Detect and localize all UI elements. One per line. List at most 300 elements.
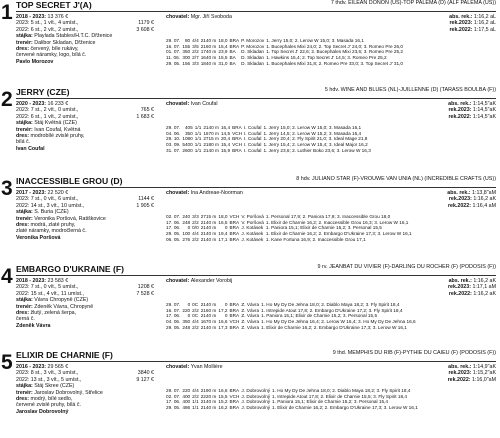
season-2023-money: 1179 € xyxy=(138,20,154,27)
track: BRA xyxy=(229,219,240,225)
record-2023-value: 1:16,2 aK xyxy=(473,196,496,203)
distance: 1670 m xyxy=(203,130,219,136)
placing: 4/4 xyxy=(192,231,199,237)
owner-value: Alexander Vorobij xyxy=(190,278,233,284)
distance: 2140 m xyxy=(203,125,219,130)
time: 16,5 xyxy=(218,219,228,225)
driver: J. Kotásek xyxy=(241,225,264,231)
date: 01. 07. xyxy=(166,49,181,55)
driver: J. Kotásek xyxy=(241,231,264,237)
driver: V. Poršová xyxy=(241,219,264,225)
season-2022-money: 3 608 € xyxy=(136,26,154,33)
date: 29. 05. xyxy=(166,60,181,66)
horse-info xyxy=(16,101,164,152)
start-number: 2 xyxy=(1,88,13,111)
results: 1. Intrepide Atout 17,8; 2. Elixir de Charnie 15,5; 3. Fly Spirit 18,4 xyxy=(272,393,408,399)
pedigree: 7 thdv. EILEAN DONON (US)-TOP PALEMA (D) (ALF PALEMA (US)) xyxy=(330,0,496,6)
track: BA xyxy=(229,49,236,55)
prize: 276 xyxy=(182,236,191,242)
time: 15,5 xyxy=(218,393,228,399)
season-2023-text: 2023: 7 st., 0 vít., 6 umíst., xyxy=(16,196,79,203)
results: 1. Jerry 15,4; 2. Lerow W 15,4; 3. Ideal Major 16,2 xyxy=(263,142,368,148)
time: 31,0 xyxy=(218,60,228,66)
driver: I. Coufal xyxy=(243,142,262,148)
distance: 1640 m xyxy=(200,55,217,61)
date: 04. 06. xyxy=(166,130,181,136)
results: 1. Ho My Dy De Jehna 18,0; 2. Diablo Maya 18,2; 3. Fly Spirit 18,4 xyxy=(261,302,400,307)
placing: 4/4 xyxy=(192,388,199,393)
track: BRA xyxy=(232,125,242,130)
colors-cont: zlaté náramky, modročlerná č. xyxy=(16,228,87,235)
horse-entry xyxy=(0,0,500,86)
trainer-label: trenér: xyxy=(16,303,35,310)
time: 0 xyxy=(224,225,228,231)
prize: 220 xyxy=(182,307,191,313)
prize: 405 xyxy=(184,125,193,130)
prize: 155 xyxy=(182,43,191,49)
pedigree: 5 hdv. WINE AND BLUES (NL)-JUILLENNE (D) (TARASS BOULBA (F)) xyxy=(324,87,496,93)
colors-cont: červené zvislé pruhy, bílá č. xyxy=(16,402,81,409)
results: 1. Elixir de Charnie 16,2; 2. Embargo D'Ukraine 17,3; 3. Lerow W 16,1 xyxy=(261,324,407,330)
owner-label: chovatel: xyxy=(166,278,191,284)
season-2022-money: 9 127 € xyxy=(136,376,154,383)
time: 15,9 xyxy=(220,147,231,153)
season-2022 xyxy=(16,27,164,33)
time: 16,6 xyxy=(218,388,228,393)
start-number: 5 xyxy=(1,351,13,374)
date: 04. 06. xyxy=(166,319,181,325)
date: 03. 09. xyxy=(166,142,181,148)
divider xyxy=(16,11,496,12)
stable-label: stájka: xyxy=(16,120,35,127)
career-money: 29 565 € xyxy=(46,364,69,370)
race-history xyxy=(166,388,420,411)
results: 1. Elixir de Charnie 16,2; 2. Inaccessible Grou 16,3; 3. Lerow W 16,1 xyxy=(265,219,409,225)
record-2022-label: rek.2022: xyxy=(447,376,473,383)
owner xyxy=(166,14,232,20)
record-2023-value: 1:14,5"aK xyxy=(472,107,496,114)
prize: 240 xyxy=(182,214,191,219)
driver: Z. Vávra xyxy=(241,307,260,313)
owner-value: Ivan Coufal xyxy=(190,101,218,107)
driver: D. Skladan xyxy=(241,55,265,61)
results: 1. Paniora 15,1; Elixir de Charnie 15,2; 3. Personal 15,5 xyxy=(261,313,378,319)
placing: 3/3 xyxy=(192,214,199,219)
season-2022-text: 2022: 13 st., 3 vít., 5 umíst., xyxy=(16,376,82,383)
stable-label: stájka: xyxy=(16,297,35,304)
driver: Z. Vávra xyxy=(241,319,260,325)
driver: I. Coufal xyxy=(243,147,262,153)
career-years: 2018 - 2023: xyxy=(16,14,47,20)
distance: 2140 m xyxy=(200,225,217,231)
date: 29. 10. xyxy=(166,136,181,142)
season-2022-text: 2022: 15 st., 4 vít., 11 umíst., xyxy=(16,290,84,297)
stable-label: stájka: xyxy=(16,209,35,216)
driver: J. Kotásek xyxy=(241,236,264,242)
time: 17,2 xyxy=(218,307,228,313)
season-2023-money: 765 € xyxy=(140,107,154,114)
distance: 2140 m xyxy=(200,219,217,225)
distance: 2220 m xyxy=(200,393,217,399)
distance: 2160 m xyxy=(200,43,217,49)
time: 15,4 xyxy=(220,142,231,148)
date: 29. 07. xyxy=(166,125,181,130)
divider xyxy=(16,361,496,362)
record-2023-value: 1:16,2 aL xyxy=(473,20,496,27)
placing: 2/2 xyxy=(192,307,199,313)
driver: D. Skladan xyxy=(241,60,265,66)
owner-value: Mgr. Jiří Svoboda xyxy=(190,14,232,20)
record-abs-value: 1:14,5"aK xyxy=(472,101,496,107)
records xyxy=(448,101,496,120)
owner xyxy=(166,278,232,284)
owner-label: chovatel: xyxy=(166,101,191,107)
results: 1. Ho My Dy De Jehna 16,4; 2. Lerow W 16,4; 3. Ho My Dy De Jehna 16,6 xyxy=(261,319,416,325)
placing: 2/2 xyxy=(192,49,199,55)
date: 16. 07. xyxy=(166,307,181,313)
colors-value: červený, bíle rukávy, xyxy=(30,46,79,53)
distance: 2140 m xyxy=(200,302,217,307)
stable-value: Stáj Skree (CZE) xyxy=(34,383,75,390)
season-2023-money: 1144 € xyxy=(138,196,154,203)
track: BA xyxy=(229,55,236,61)
track: BRA xyxy=(229,307,240,313)
colors-label: dres: xyxy=(16,46,31,53)
prize: 300 xyxy=(182,55,191,61)
season-2022-money: 1 905 € xyxy=(136,202,154,209)
career-money: 23 583 € xyxy=(46,278,69,284)
record-2022 xyxy=(447,203,496,209)
stable-value: Stáj Květná (CZE) xyxy=(34,120,77,127)
horse-name: ELIXIR DE CHARNIE (F) xyxy=(16,350,113,360)
distance: 2140 m xyxy=(203,147,219,153)
stable-value: Playlada Stables/H.T.C. Dřženice xyxy=(34,33,113,40)
track: BRA xyxy=(229,313,240,319)
distance: 2160 m xyxy=(200,307,217,313)
date: 29. 05. xyxy=(166,405,181,411)
driver: J. Dobrovolný xyxy=(241,405,271,411)
prize: 100 xyxy=(182,231,191,237)
divider xyxy=(16,275,496,276)
horse-entry xyxy=(0,350,500,436)
owner-label: chovatel: xyxy=(166,14,191,20)
season-2022-text: 2022: 14 st., 3 vít., 10 umíst., xyxy=(16,202,85,209)
track: VCH xyxy=(229,214,240,219)
driver: J. Dobrovolný xyxy=(241,393,271,399)
jockey: Jaroslav Dobrovolný xyxy=(16,408,69,415)
results: 1. Jerry 15,0; 2. Lerow W 15,0; 3. Masada 16,1 xyxy=(263,125,362,130)
date: 02. 07. xyxy=(166,393,181,399)
driver: P. Morozov xyxy=(241,43,265,49)
distance: 2140 m xyxy=(200,236,217,242)
record-2022-label: rek.2022: xyxy=(449,26,474,33)
placing: 2/2 xyxy=(192,324,199,330)
track: BRA xyxy=(229,38,240,43)
prize: 156 xyxy=(182,60,191,66)
season-2022-money: 1 683 € xyxy=(136,113,154,120)
placing: 1/1 xyxy=(194,130,202,136)
season-2022-text: 2022: 6 st., 2 vít., 2 umíst., xyxy=(16,26,79,33)
horse-name: INACCESSIBLE GROU (D) xyxy=(16,176,123,186)
placing: 1/1 xyxy=(192,399,199,405)
records xyxy=(447,190,496,209)
date: 16. 07. xyxy=(166,43,181,49)
race-row xyxy=(166,319,418,325)
season-2023-text: 2023: 7 st., 2 vít., 0 umíst., xyxy=(16,107,79,114)
record-2022-label: rek.2022: xyxy=(448,113,473,120)
colors-value: modrobílé zvislé pruhy, xyxy=(30,133,85,140)
divider xyxy=(16,98,496,99)
placing: 2/2 xyxy=(192,236,199,242)
driver: J. Dobrovolný xyxy=(241,399,271,405)
season-2022 xyxy=(16,377,164,383)
placing: 4/4 xyxy=(192,319,199,325)
driver: P. Morozov xyxy=(241,38,265,43)
horse-entry xyxy=(0,264,500,350)
prize: 80 xyxy=(184,38,191,43)
pedigree: 8 hdv. JULIANO STAR (F)-VROUWE VAN UNIA (NL) (INCREDIBLE CRAFTS (US)) xyxy=(296,176,496,182)
start-number: 3 xyxy=(1,177,13,200)
results: 1. Elixir de Charnie 16,2; 2. Embargo D'Ukraine 17,3; 3. Lerow W 16,1 xyxy=(265,231,412,237)
time: 15,5 xyxy=(218,55,228,61)
season-2023-text: 2023: 7 st., 0 vít., 5 umíst., xyxy=(16,284,79,291)
placing: 2/2 xyxy=(192,393,199,399)
record-2022-label: rek.2022: xyxy=(448,290,474,297)
record-2023-label: rek.2023: xyxy=(448,370,473,377)
record-abs-label: abs. rek.: xyxy=(448,278,474,284)
race-row xyxy=(166,231,414,237)
race-row xyxy=(166,237,414,243)
race-row xyxy=(166,214,414,220)
records xyxy=(449,14,496,33)
date: 11. 06. xyxy=(166,55,180,61)
stable-value: S. Buria (CZE) xyxy=(34,209,69,216)
time: 23,9 xyxy=(218,49,228,55)
track: VCH xyxy=(232,130,242,136)
stable-label: stájka: xyxy=(16,33,35,40)
season-2022 xyxy=(16,203,164,209)
horse-info xyxy=(16,278,164,329)
prize: 248 xyxy=(182,324,191,330)
record-2022 xyxy=(448,291,496,297)
time: 16,2 xyxy=(218,405,228,411)
record-2022-value: 1:17,5 aL xyxy=(473,26,496,33)
record-2022-value: 1:16,0"aM xyxy=(472,376,496,383)
prize: 400 xyxy=(182,399,191,405)
placing: 3/5 xyxy=(192,43,199,49)
prize: 0 xyxy=(187,225,191,231)
distance: 2715 m xyxy=(200,214,217,219)
driver: Z. Vávra xyxy=(241,302,260,307)
driver: Z. Vávra xyxy=(241,313,260,319)
prize: 350 xyxy=(184,130,193,136)
time: 18,0 xyxy=(218,38,228,43)
horse-info xyxy=(16,364,164,415)
results: 1. Elixir de Charnie 16,2; 2. Embargo D'Ukraine 17,3; 3. Lerow W 16,1 xyxy=(272,405,418,411)
career-money: 22 520 € xyxy=(46,190,69,196)
record-2023-label: rek.2023: xyxy=(449,20,474,27)
records xyxy=(448,278,496,297)
driver: I. Coufal xyxy=(243,136,262,142)
season-2022-money: 7 528 € xyxy=(136,290,154,297)
results: 1. Ho My Dy De Jehna 18,0; 2. Diablo Maya 18,2; 3. Fly Spirit 18,4 xyxy=(272,388,411,393)
race-history xyxy=(166,38,405,67)
track: VCH xyxy=(232,142,242,148)
placing: 0C xyxy=(192,302,199,307)
placing: 4/4 xyxy=(192,38,199,43)
owner xyxy=(166,101,218,107)
track: BRA xyxy=(229,302,240,307)
results: 1. Kane Fortuna 16,9; 2. Inaccessible Grou 17,1 xyxy=(265,236,366,242)
career-money: 16 233 € xyxy=(46,101,69,107)
prize: 220 xyxy=(182,388,191,393)
placing: 1/1 xyxy=(194,125,202,130)
date: 06. 05. xyxy=(166,236,181,242)
time: 17,3 xyxy=(218,324,228,330)
track: BRA xyxy=(229,43,240,49)
trainer-label: trenér: xyxy=(16,39,35,46)
horse-name: JERRY (CZE) xyxy=(16,87,70,97)
distance: 2180 m xyxy=(203,142,219,148)
race-row xyxy=(166,388,420,394)
results: 1. Bucephales Mixi 24,0; 2. Top Secret J' 24,0; 3. Romeo Pre 26,0 xyxy=(266,43,404,49)
horse-name: EMBARGO D'UKRAINE (F) xyxy=(16,264,125,274)
driver: I. Coufal xyxy=(243,125,262,130)
record-2023-label: rek.2023: xyxy=(448,196,474,203)
record-abs-value: 1:16,2 aL xyxy=(473,14,496,20)
record-2022 xyxy=(448,114,496,120)
prize: 2600 xyxy=(182,147,193,153)
prize: 0 xyxy=(187,313,191,319)
trainer-value: Veronika Poršová, Ratiškovice xyxy=(34,215,106,222)
driver: Z. Vávra xyxy=(241,324,260,330)
prize: 350 xyxy=(182,49,191,55)
results: 1. Intrepide Atout 17,8; 2. Embargo D'Ukraine 17,2; 3. Fly Spirit 18,4 xyxy=(261,307,403,313)
record-abs-label: abs. rek.: xyxy=(448,364,473,370)
record-2023-label: rek.2023: xyxy=(447,284,473,291)
results: 1. Bucephales Mixi 31,8; 2. Romeo Pre 33,0; 3. Top Secret J' 31,0 xyxy=(266,60,404,66)
trainer-value: Jaroslav Dobrovolný, Střelice xyxy=(34,389,103,396)
results: 1. Paniora 15,1; Elixir de Charnie 15,2; 3. Personal 15,5 xyxy=(265,225,382,231)
results: 1. Jerry 23,6; 2. Luthier Boko 23,6; 3. Lerow W 16,3 xyxy=(263,147,371,153)
colors-label: dres: xyxy=(16,396,31,403)
jockey: Pavlo Morozov xyxy=(16,58,54,65)
placing: 3/3 xyxy=(192,60,199,66)
driver: D. Skladan xyxy=(241,49,265,55)
colors-label: dres: xyxy=(16,133,31,140)
horse-entry xyxy=(0,176,500,262)
date: 02. 07. xyxy=(166,214,181,219)
start-number: 1 xyxy=(1,1,13,24)
stable-value: Vávra Chropyně (CZE) xyxy=(34,297,89,304)
track: BRA xyxy=(229,236,240,242)
prize: 486 xyxy=(182,405,191,411)
records xyxy=(448,364,496,383)
record-2022 xyxy=(449,27,496,33)
record-2023-value: 1:15,2"aK xyxy=(472,370,496,377)
owner-value: Yvan Mollière xyxy=(190,364,223,370)
placing: 1/1 xyxy=(194,136,202,142)
distance: 2140 m xyxy=(200,313,217,319)
prize: 5400 xyxy=(182,142,193,148)
colors-value: modrá, zlaté pruhy, xyxy=(30,222,76,229)
race-history xyxy=(166,214,414,243)
time: 16,6 xyxy=(218,319,228,325)
driver: V. Poršová xyxy=(241,214,264,219)
colors-cont: bílá č. xyxy=(16,139,31,146)
date: 31. 07. xyxy=(166,147,181,153)
time: 0 xyxy=(224,302,228,307)
time: 15,4 xyxy=(218,43,228,49)
season-2022 xyxy=(16,291,164,297)
jockey: Veronika Poršová xyxy=(16,234,61,241)
owner-value: Ina Andreae-Noorman xyxy=(190,190,243,196)
record-abs-label: abs. rek.: xyxy=(448,101,473,107)
race-row xyxy=(166,325,418,331)
season-2022 xyxy=(16,114,164,120)
time: 16,4 xyxy=(220,125,231,130)
distance: 1840 m xyxy=(200,60,217,66)
time: 15,2 xyxy=(218,399,228,405)
record-abs-value: 1:14,9"aK xyxy=(472,364,496,370)
owner xyxy=(166,364,223,370)
prize: 400 xyxy=(182,393,191,399)
career-years: 2018 - 2023: xyxy=(16,278,47,284)
placing: 2/2 xyxy=(192,219,199,225)
trainer-value: Dalibor Skladan, Dřženice xyxy=(34,39,96,46)
date: 17. 06. xyxy=(166,313,181,319)
time: 18,0 xyxy=(218,214,228,219)
jockey: Ivan Coufal xyxy=(16,145,45,152)
record-abs-value: 1:13,8"aM xyxy=(472,190,496,196)
track: BRA xyxy=(229,225,240,231)
trainer-value: Ivan Coufal, Květná xyxy=(34,126,81,133)
time: 0 xyxy=(224,313,228,319)
prize: 248 xyxy=(182,219,191,225)
season-2022-text: 2022: 6 st., 1 vít., 2 umíst., xyxy=(16,113,79,120)
race-row xyxy=(166,405,420,411)
track: VCH xyxy=(229,319,240,325)
horse-name: TOP SECRET J'(A) xyxy=(16,0,92,10)
record-2023-label: rek.2023: xyxy=(448,107,473,114)
race-row xyxy=(166,302,418,308)
results: 1. Jerry 14,5; 2. Lerow W 15,2; 3. Masada 15,4 xyxy=(263,130,362,136)
colors-label: dres: xyxy=(16,222,31,229)
date: 17. 06. xyxy=(166,219,181,225)
race-history xyxy=(166,302,418,331)
date: 29. 07. xyxy=(166,302,181,307)
track: BRA xyxy=(229,324,240,330)
record-2022-value: 1:14,5"aK xyxy=(472,113,496,120)
colors-label: dres: xyxy=(16,310,31,317)
season-2023-text: 2023: 5 st., 1 vít., 4 umíst., xyxy=(16,20,79,27)
start-number: 4 xyxy=(1,265,13,288)
distance: 2140 m xyxy=(200,405,217,411)
distance: 1740 m xyxy=(200,49,217,55)
colors-value: modrý, bílé sedlo, xyxy=(30,396,73,403)
track: BRA xyxy=(229,399,240,405)
prize: 0 xyxy=(187,302,191,307)
results: 1. Hawkins 15,4; 2. Top Secret J' 14,5; 3. Romeo Pre 25,2 xyxy=(266,55,387,61)
placing: 1/1 xyxy=(194,142,202,148)
divider xyxy=(16,187,496,188)
race-row xyxy=(166,55,405,61)
date: 29. 05. xyxy=(166,231,181,237)
pedigree: 9 rv. JEANBAT DU VIVIER (F)-DARLING DU ROCHER (F) (PODOSIS (F)) xyxy=(317,264,496,270)
placing: 1/1 xyxy=(192,405,199,411)
colors-cont: červené náramky, logo, bílá č. xyxy=(16,52,87,59)
horse-info xyxy=(16,14,164,65)
